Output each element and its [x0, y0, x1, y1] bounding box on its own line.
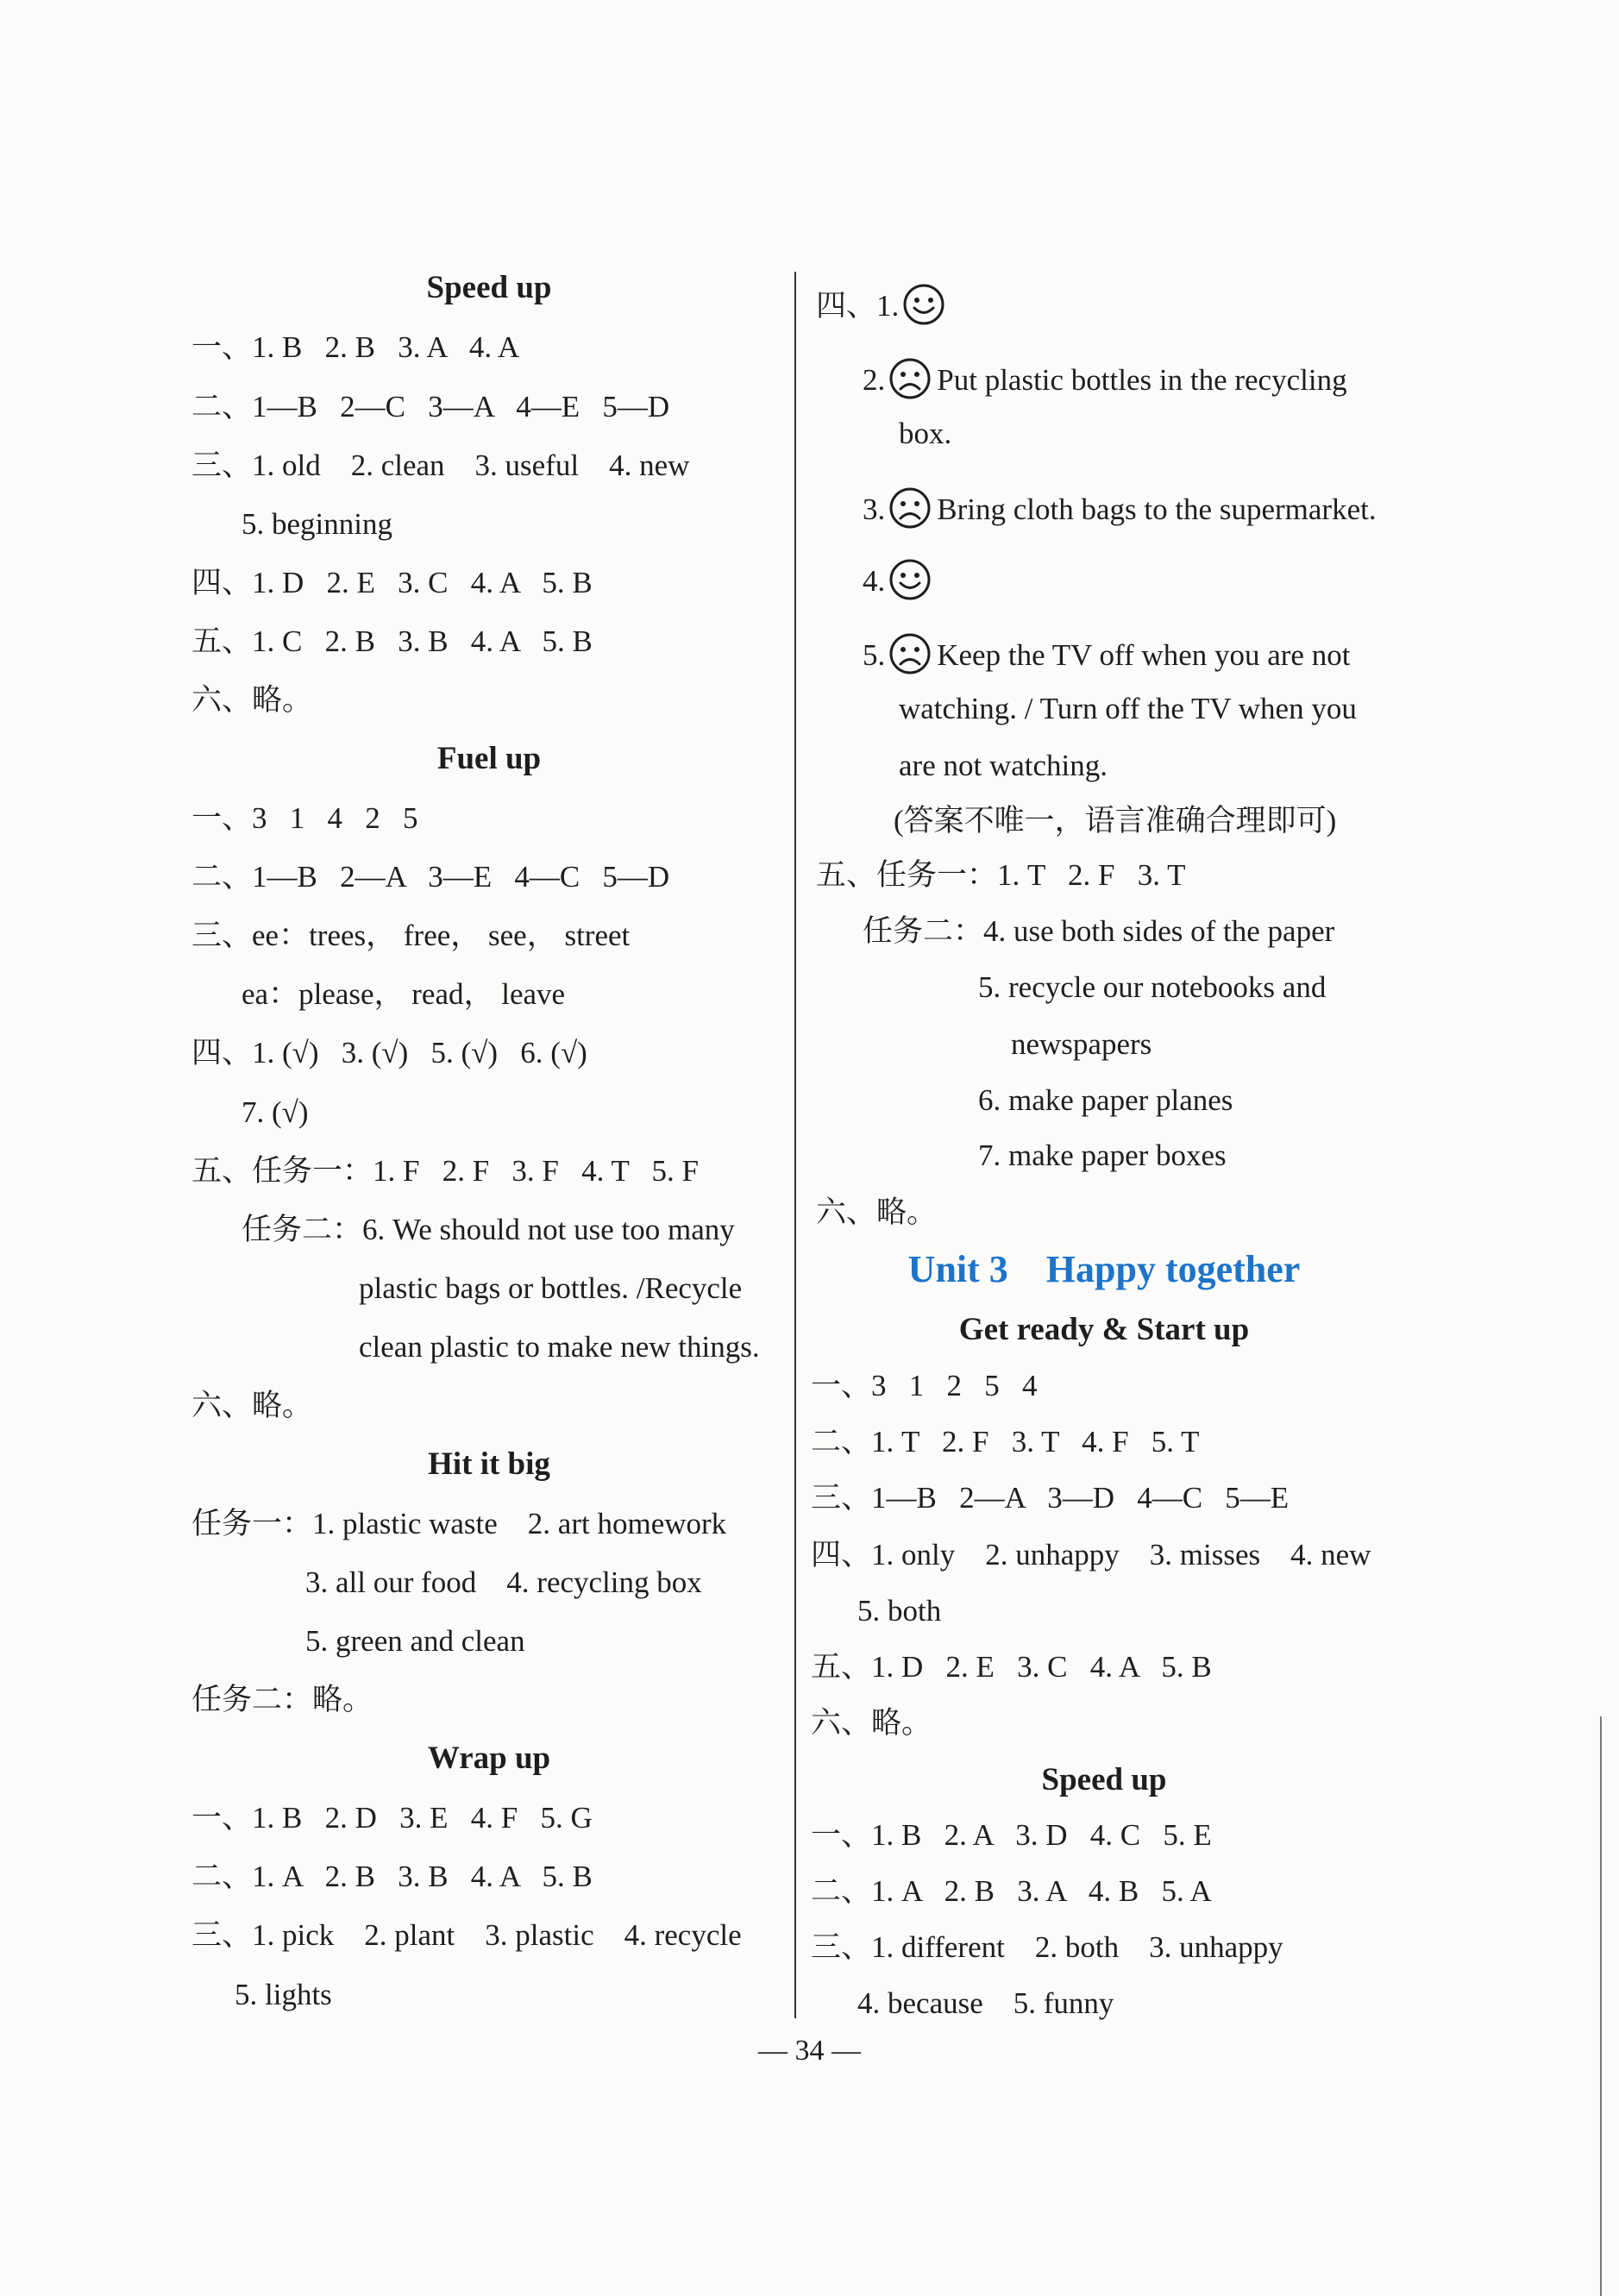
answer-line: 一、1. B 2. D 3. E 4. F 5. G [191, 1801, 593, 1835]
answer-line: 7. (√) [242, 1095, 309, 1129]
page-number: — 34 — [758, 2035, 861, 2067]
answer-line: 7. make paper boxes [978, 1139, 1227, 1172]
answer-line: 一、1. B 2. A 3. D 4. C 5. E [811, 1818, 1212, 1852]
answer-text: Bring cloth bags to the supermarket. [937, 492, 1377, 526]
answer-line: 二、1—B 2—C 3—A 4—E 5—D [191, 390, 670, 423]
answer-line: 6. make paper planes [978, 1083, 1233, 1117]
answer-line: clean plastic to make new things. [359, 1330, 760, 1364]
answer-line [863, 486, 1377, 530]
answer-line: 四、1. D 2. E 3. C 4. A 5. B [191, 566, 593, 599]
smiley-face-icon [888, 558, 932, 601]
page-edge-line [1600, 1716, 1602, 2296]
section-title-hit-it-big: Hit it big [428, 1446, 550, 1482]
answer-line: 二、1—B 2—A 3—E 4—C 5—D [191, 860, 670, 894]
answer-line: 任务二：6. We should not use too many [242, 1213, 735, 1246]
answer-line: ea：please， read， leave [242, 977, 566, 1011]
answer-line: box. [899, 417, 952, 450]
item-number: 4. [863, 564, 886, 598]
answer-text: Put plastic bottles in the recycling [937, 363, 1347, 397]
answer-line: 五、1. C 2. B 3. B 4. A 5. B [191, 624, 593, 658]
unit-title: Unit 3 Happy together [907, 1248, 1301, 1290]
answer-line: 五、任务一：1. T 2. F 3. T [816, 858, 1186, 892]
answer-line: 六、略。 [191, 1389, 313, 1422]
answer-line: 一、1. B 2. B 3. A 4. A [191, 330, 520, 364]
answer-line: 六、略。 [191, 683, 313, 717]
answer-line: 5. beginning [242, 507, 392, 541]
section-title-speed-up: Speed up [426, 270, 552, 305]
answer-line: 3. all our food 4. recycling box [305, 1565, 702, 1599]
column-divider [794, 272, 796, 2018]
section-title-speed-up: Speed up [1041, 1762, 1167, 1797]
answer-line [863, 357, 1347, 400]
section-title-get-ready: Get ready & Start up [958, 1312, 1250, 1347]
answer-line: 任务二：略。 [191, 1683, 373, 1716]
answer-line: 三、ee：trees， free， see， street [191, 919, 631, 952]
answer-line: 一、3 1 4 2 5 [191, 801, 418, 835]
item-label: 四、1. [816, 289, 900, 323]
answer-line: watching. / Turn off the TV when you [899, 692, 1357, 725]
answer-line: 三、1—B 2—A 3—D 4—C 5—E [811, 1481, 1290, 1515]
answer-line: 一、3 1 2 5 4 [811, 1369, 1038, 1402]
answer-line: 六、略。 [816, 1195, 938, 1229]
answer-text: Keep the TV off when you are not [937, 638, 1351, 672]
answer-line: 5. both [857, 1594, 942, 1628]
item-number: 2. [863, 363, 886, 397]
answer-line: 六、略。 [811, 1706, 932, 1740]
answer-line: 三、1. old 2. clean 3. useful 4. new [191, 449, 690, 482]
sad-face-icon [888, 486, 932, 530]
answer-line: 二、1. T 2. F 3. T 4. F 5. T [811, 1425, 1200, 1459]
answer-line: 5. green and clean [305, 1624, 525, 1658]
answer-line: newspapers [1011, 1027, 1152, 1061]
answer-line: 二、1. A 2. B 3. A 4. B 5. A [811, 1874, 1212, 1908]
answer-line: 4. because 5. funny [857, 1986, 1114, 2020]
answer-line: 5. lights [235, 1978, 332, 2011]
section-title-wrap-up: Wrap up [427, 1741, 551, 1776]
sad-face-icon [888, 357, 932, 400]
item-number: 5. [863, 638, 886, 672]
item-number: 3. [863, 492, 886, 526]
answer-note: (答案不唯一，语言准确合理即可) [894, 804, 1337, 837]
answer-line [863, 632, 1350, 675]
smiley-face-icon [902, 283, 945, 326]
answer-line: 五、任务一：1. F 2. F 3. F 4. T 5. F [191, 1154, 699, 1188]
answer-line: 四、1. only 2. unhappy 3. misses 4. new [811, 1538, 1371, 1571]
answer-line: 5. recycle our notebooks and [978, 970, 1327, 1004]
answer-line [863, 558, 937, 601]
answer-line: 五、1. D 2. E 3. C 4. A 5. B [811, 1650, 1212, 1684]
answer-line: 三、1. different 2. both 3. unhappy [811, 1930, 1283, 1964]
section-title-fuel-up: Fuel up [436, 741, 542, 776]
answer-line: 任务二：4. use both sides of the paper [863, 914, 1335, 948]
answer-line: 三、1. pick 2. plant 3. plastic 4. recycle [191, 1918, 742, 1952]
answer-line: 四、1. (√) 3. (√) 5. (√) 6. (√) [191, 1036, 587, 1070]
answer-line: are not watching. [899, 749, 1108, 782]
sad-face-icon [888, 632, 932, 675]
answer-line: 任务一：1. plastic waste 2. art homework [191, 1507, 727, 1540]
answer-line [816, 283, 951, 326]
answer-line: plastic bags or bottles. /Recycle [359, 1271, 743, 1305]
answer-line: 二、1. A 2. B 3. B 4. A 5. B [191, 1860, 593, 1893]
